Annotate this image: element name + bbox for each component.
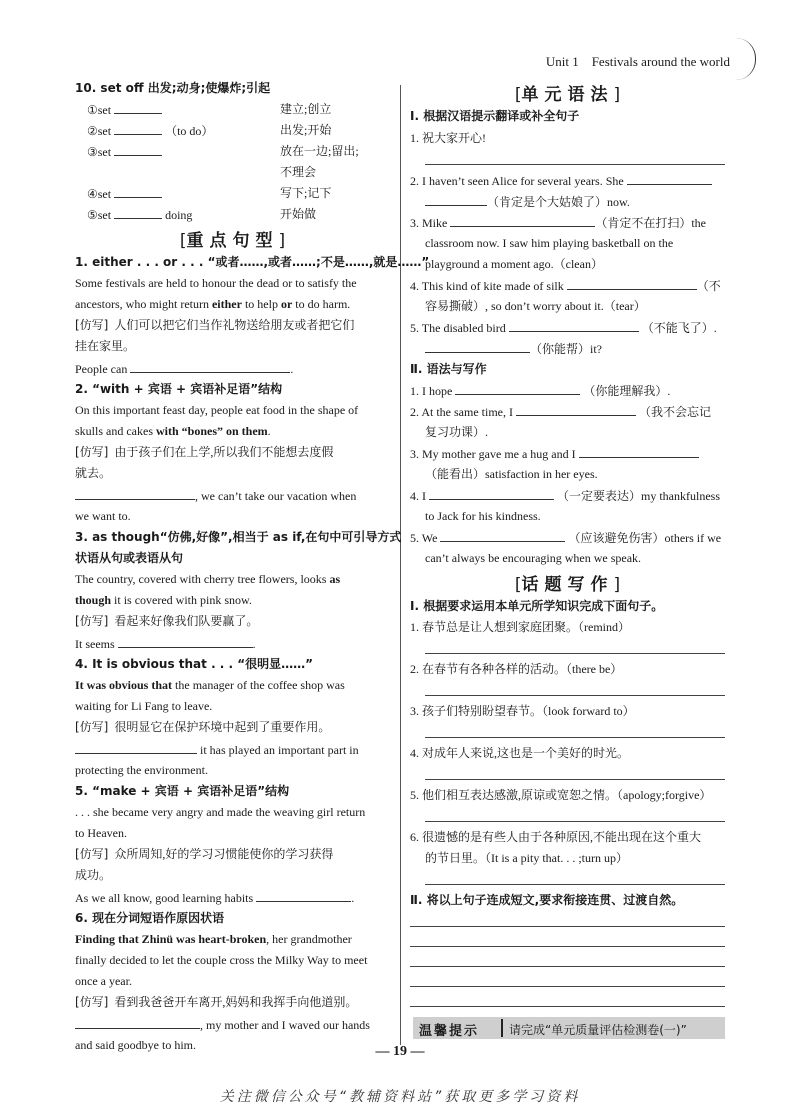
pattern-2-title: 2. “with + 宾语 + 宾语补足语”结构 — [75, 382, 283, 396]
example-text: Some festivals are held to honour the dead or to satisfy the — [75, 276, 357, 290]
section-title-topic-writing: [话题写作] — [514, 575, 621, 595]
answer-line — [425, 695, 725, 696]
set-row: ①set — [87, 101, 162, 118]
set-row: ②set （to do） — [87, 124, 214, 138]
imitation-prompt: [仿写] 由于孩子们在上学,所以我们不能想去度假 — [75, 445, 334, 459]
essay-line — [410, 966, 725, 967]
writing-item-5: 5. We （应该避免伤害）others if we — [410, 531, 722, 545]
answer-line — [425, 653, 725, 654]
writing-item-1: 1. I hope （你能理解我）. — [410, 384, 671, 398]
set-meaning: 开始做 — [280, 207, 317, 221]
grammar-item-4: 容易撕破）, so don’t worry about it.（tear） — [425, 299, 646, 313]
topic-item-4: 4. 对成年人来说,这也是一个美好的时光。 — [410, 746, 630, 760]
answer-line: As we all know, good learning habits . — [75, 891, 355, 905]
set-meaning: 写下;记下 — [280, 186, 332, 200]
footer-note: 关注微信公众号“教辅资料站”获取更多学习资料 — [219, 1089, 581, 1105]
reminder-separator — [501, 1019, 503, 1037]
example-text: once a year. — [75, 974, 132, 988]
unit-title: Festivals around the world — [591, 54, 730, 69]
part-i-heading: Ⅰ. 根据汉语提示翻译或补全句子 — [410, 109, 580, 123]
pattern-3-title: 状语从句或表语从句 — [75, 551, 184, 565]
pattern-3-title: 3. as though“仿佛,好像”,相当于 as if,在句中可引导方式 — [75, 530, 402, 544]
reminder-label: 温馨提示 — [419, 1024, 480, 1039]
set-meaning: 建立;创立 — [280, 102, 332, 116]
grammar-item-2: （肯定是个大姑娘了）now. — [425, 193, 630, 210]
item10-title: 10. set off 出发;动身;使爆炸;引起 — [75, 81, 271, 95]
set-meaning: 放在一边;留出; — [280, 144, 359, 158]
imitation-prompt: [仿写] 看到我爸爸开车离开,妈妈和我挥手向他道别。 — [75, 995, 358, 1009]
example-text: On this important feast day, people eat food in the shape of — [75, 403, 359, 417]
writing-item-5: can’t always be encouraging when we speak. — [425, 551, 642, 565]
set-meaning: 不理会 — [280, 165, 317, 179]
example-text: waiting for Li Fang to leave. — [75, 699, 213, 713]
imitation-prompt: 挂在家里。 — [75, 339, 136, 353]
imitation-prompt: [仿写] 人们可以把它们当作礼物送给朋友或者把它们 — [75, 318, 355, 332]
answer-line: People can . — [75, 362, 294, 376]
imitation-prompt: 成功。 — [75, 868, 112, 882]
answer-line — [425, 779, 725, 780]
topic-item-3: 3. 孩子们特别盼望春节。（look forward to） — [410, 704, 635, 718]
grammar-item-3: classroom now. I saw him playing basketball on the — [425, 236, 674, 250]
answer-line: , we can’t take our vacation when — [75, 487, 356, 504]
pattern-5-title: 5. “make + 宾语 + 宾语补足语”结构 — [75, 784, 290, 798]
column-divider — [400, 85, 401, 1045]
answer-line: , my mother and I waved our hands — [75, 1016, 370, 1033]
imitation-prompt: [仿写] 很明显它在保护环境中起到了重要作用。 — [75, 720, 331, 734]
topic-item-1: 1. 春节总是让人想到家庭团聚。（remind） — [410, 620, 630, 634]
reminder-box — [413, 1017, 725, 1039]
pattern-4-title: 4. It is obvious that . . . “很明显……” — [75, 657, 314, 671]
set-row: ④set — [87, 185, 162, 202]
example-text: It was obvious that the manager of the coffee shop was — [75, 678, 345, 692]
section-title-grammar: [单元语法] — [514, 85, 621, 105]
essay-line — [410, 986, 725, 987]
reminder-text: 请完成“单元质量评估检测卷(一)” — [509, 1023, 687, 1037]
set-row: ③set — [87, 143, 162, 160]
example-text: ancestors, who might return either to help or to do harm. — [75, 297, 351, 311]
grammar-item-3: playground a moment ago.（clean） — [425, 257, 603, 271]
header-curve — [735, 38, 756, 80]
answer-line: and said goodbye to him. — [75, 1038, 196, 1052]
imitation-prompt: [仿写] 众所周知,好的学习习惯能使你的学习获得 — [75, 847, 334, 861]
essay-line — [410, 1006, 725, 1007]
answer-line — [425, 737, 725, 738]
topic-item-6: 的节日里。（It is a pity that. . . ;turn up） — [425, 851, 628, 865]
pattern-1-title: 1. either . . . or . . . “或者……,或者……;不是……,就是……” — [75, 255, 430, 269]
answer-line: It seems . — [75, 637, 256, 651]
writing-item-4: 4. I （一定要表达）my thankfulness — [410, 489, 720, 503]
answer-line — [425, 164, 725, 165]
grammar-item-5: 5. The disabled bird （不能飞了）. — [410, 321, 717, 335]
pattern-6-title: 6. 现在分词短语作原因状语 — [75, 911, 225, 925]
topic-item-6: 6. 很遗憾的是有些人由于各种原因,不能出现在这个重大 — [410, 830, 702, 844]
set-row: ⑤set doing — [87, 208, 193, 222]
writing-part-i-heading: Ⅰ. 根据要求运用本单元所学知识完成下面句子。 — [410, 599, 664, 613]
grammar-item-5: （你能帮）it? — [425, 340, 602, 357]
part-ii-heading: Ⅱ. 语法与写作 — [410, 362, 487, 376]
example-text: though it is covered with pink snow. — [75, 593, 252, 607]
answer-line: it has played an important part in — [75, 741, 359, 758]
writing-item-3: （能看出）satisfaction in her eyes. — [425, 467, 598, 481]
example-text: . . . she became very angry and made the weaving girl return — [75, 805, 366, 819]
grammar-item-3: 3. Mike （肯定不在打扫）the — [410, 216, 707, 230]
topic-item-5: 5. 他们相互表达感激,原谅或宽恕之情。（apology;forgive） — [410, 788, 712, 802]
writing-item-3: 3. My mother gave me a hug and I — [410, 445, 699, 462]
essay-line — [410, 946, 725, 947]
set-meaning: 出发;开始 — [280, 123, 332, 137]
example-text: The country, covered with cherry tree flowers, looks as — [75, 572, 341, 586]
page-number: — 19 — — [375, 1044, 425, 1059]
grammar-item-2: 2. I haven’t seen Alice for several years. She — [410, 172, 712, 189]
answer-line — [425, 821, 725, 822]
grammar-item-1: 1. 祝大家开心! — [410, 131, 486, 145]
answer-line: we want to. — [75, 509, 131, 523]
writing-part-ii-heading: Ⅱ. 将以上句子连成短文,要求衔接连贯、过渡自然。 — [410, 893, 684, 907]
unit-label: Unit 1 — [545, 54, 579, 69]
example-text: skulls and cakes with “bones” on them. — [75, 424, 271, 438]
example-text: finally decided to let the couple cross the Milky Way to meet — [75, 953, 368, 967]
essay-line — [410, 926, 725, 927]
imitation-prompt: [仿写] 看起来好像我们队要赢了。 — [75, 614, 259, 628]
imitation-prompt: 就去。 — [75, 466, 112, 480]
writing-item-2: 2. At the same time, I （我不会忘记 — [410, 405, 711, 419]
example-text: Finding that Zhinü was heart-broken, her grandmother — [75, 932, 352, 946]
topic-item-2: 2. 在春节有各种各样的活动。（there be） — [410, 662, 623, 676]
answer-line — [425, 884, 725, 885]
running-header — [546, 54, 730, 70]
writing-item-2: 复习功课）. — [425, 425, 489, 439]
answer-line: protecting the environment. — [75, 763, 208, 777]
grammar-item-4: 4. This kind of kite made of silk （不 — [410, 279, 721, 293]
example-text: to Heaven. — [75, 826, 127, 840]
section-title-key-sentences: [重点句型] — [179, 231, 286, 251]
writing-item-4: to Jack for his kindness. — [425, 509, 541, 523]
